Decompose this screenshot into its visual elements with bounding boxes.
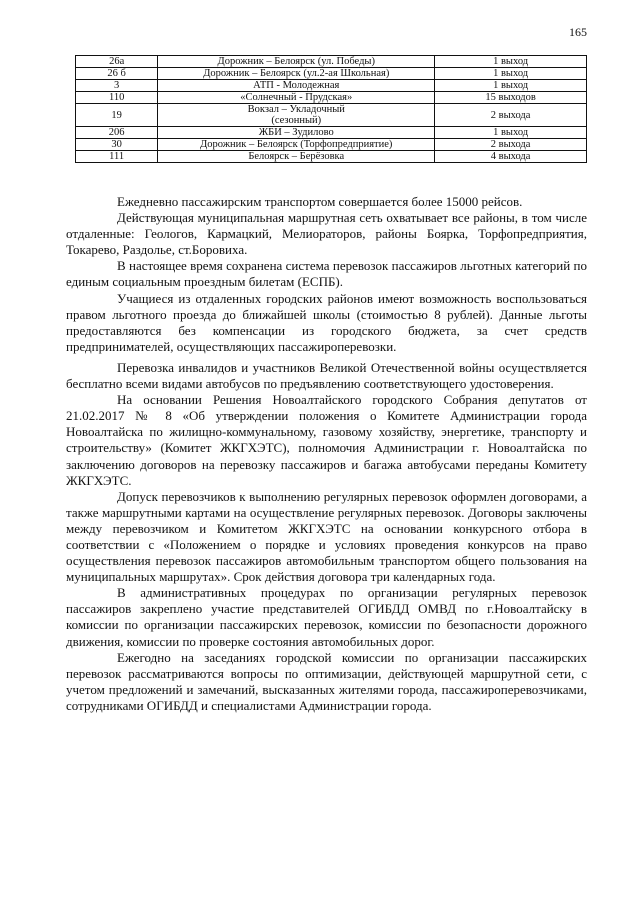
route-name-cell: «Солнечный - Прудская» <box>158 92 435 104</box>
route-trips-cell: 1 выход <box>435 68 587 80</box>
paragraph: На основании Решения Новоалтайского городского Собрания депутатов от 21.02.2017 № 8 «Об утверждении положения о Комитете Администрации города Новоалтайска по жилищно-коммунальному, газовому хозяйству, энергетике, транспорту и строительству» (Комитет ЖКГХЭТС), полномочия Администрации г. Новоалтайска по заключению договоров на перевозку пассажиров и багажа автобусами переданы Комитету ЖКГХЭТС. <box>66 392 587 488</box>
route-trips-cell: 1 выход <box>435 80 587 92</box>
route-number-cell: 19 <box>76 104 158 127</box>
route-number-cell: 26а <box>76 56 158 68</box>
route-name-cell: Дорожник – Белоярск (ул.2-ая Школьная) <box>158 68 435 80</box>
paragraph: Ежедневно пассажирским транспортом совершается более 15000 рейсов. <box>117 194 523 209</box>
paragraph: В административных процедурах по организации регулярных перевозок пассажиров закреплено участие представителей ОГИБДД ОМВД по г.Новоалтайску в комиссии по организации пассажирских перевозок, комиссии по безопасности дорожного движения, комиссии по проверке состояния автомобильных дорог. <box>66 585 587 649</box>
route-number-cell: 110 <box>76 92 158 104</box>
page-number: 165 <box>569 25 587 39</box>
route-name-cell: Дорожник – Белоярск (ул. Победы) <box>158 56 435 68</box>
route-name-cell: ЖБИ – Зудилово <box>158 127 435 139</box>
route-number-cell: 3 <box>76 80 158 92</box>
route-trips-cell: 1 выход <box>435 56 587 68</box>
route-trips-cell: 2 выхода <box>435 139 587 151</box>
paragraph: Учащиеся из отдаленных городских районов имеют возможность воспользоваться правом льготного проезда до ближайшей школы (стоимостью 8 рублей). Данные льготы предоставляются без компенсации из городского бюджета, за счет средств предпринимателей, осуществляющих пассажироперевозки. <box>66 290 587 354</box>
route-name-line: Вокзал – Укладочный <box>247 104 345 116</box>
route-number-cell: 26 б <box>76 68 158 80</box>
table-row <box>76 127 587 139</box>
paragraph: Допуск перевозчиков к выполнению регулярных перевозок оформлен договорами, а также маршрутными картами на осуществление регулярных перевозок. Договоры заключены между перевозчиком и Комитетом ЖКГХЭТС на основании конкурсного отбора в соответствии с «Положением о порядке и условиях проведения конкурсов на право осуществления перевозок пассажиров автомобильным транспортом общего пользования на муниципальных маршрутах». Срок действия договора три календарных года. <box>66 488 587 585</box>
route-name-line: (сезонный) <box>271 115 322 127</box>
table-row <box>76 56 587 68</box>
route-number-cell: 30 <box>76 139 158 151</box>
table-row <box>76 80 587 92</box>
table-row <box>76 139 587 151</box>
routes-table <box>75 55 587 163</box>
route-trips-cell: 15 выходов <box>435 92 587 104</box>
table-row <box>76 104 587 127</box>
route-name-cell: АТП - Молодежная <box>158 80 435 92</box>
route-number-cell: 206 <box>76 127 158 139</box>
route-number-cell: 111 <box>76 151 158 163</box>
route-name-cell: Дорожник – Белоярск (Торфопредприятие) <box>158 139 435 151</box>
table-row <box>76 151 587 163</box>
paragraph: Действующая муниципальная маршрутная сеть охватывает все районы, в том числе отдаленные: Геологов, Кармацкий, Мелиораторов, районы Боярка, Торфопредприятия, Токарево, Раздолье, ст.Боровиха. <box>66 210 587 258</box>
document-body <box>66 194 587 714</box>
paragraph: Ежегодно на заседаниях городской комиссии по организации пассажирских перевозок рассматриваются вопросы по оптимизации, действующей маршрутной сети, с учетом предложений и замечаний, высказанных жителями города, пассажироперевозчиками, сотрудниками ОГИБДД и специалистами Администрации города. <box>66 649 587 713</box>
route-trips-cell: 4 выхода <box>435 151 587 163</box>
table-row <box>76 68 587 80</box>
paragraph: В настоящее время сохранена система перевозок пассажиров льготных категорий по единым социальным проездным билетам (ЕСПБ). <box>66 258 587 290</box>
table-row <box>76 92 587 104</box>
route-name-cell <box>158 104 435 127</box>
route-name-cell: Белоярск – Берёзовка <box>158 151 435 163</box>
route-trips-cell: 2 выхода <box>435 104 587 127</box>
route-trips-cell: 1 выход <box>435 127 587 139</box>
paragraph: Перевозка инвалидов и участников Великой Отечественной войны осуществляется бесплатно всеми видами автобусов по предъявлению соответствующего удостоверения. <box>66 359 587 392</box>
